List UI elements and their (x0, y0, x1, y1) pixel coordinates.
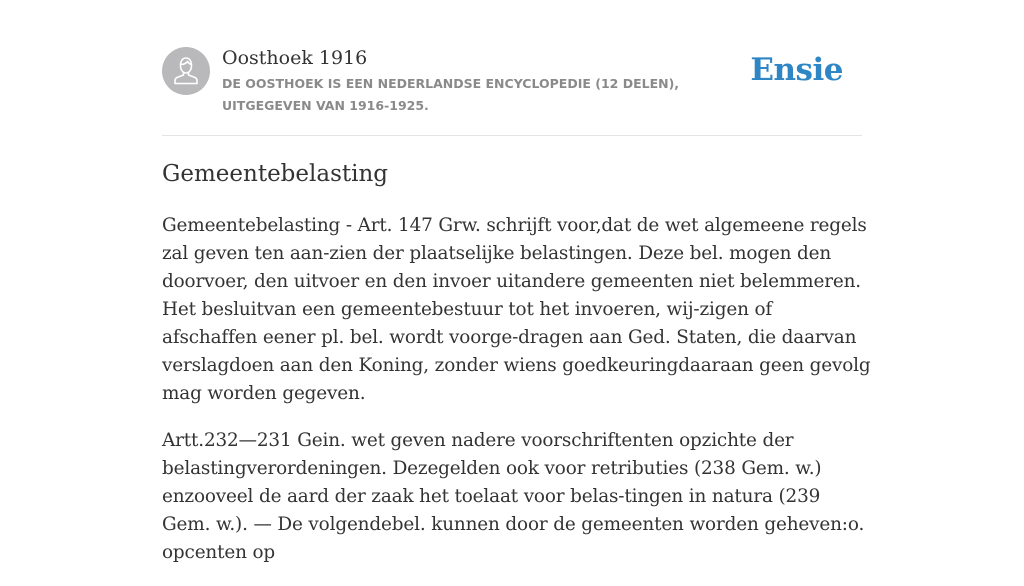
article-body (162, 212, 872, 586)
avatar[interactable] (162, 47, 210, 95)
article-paragraph: Gemeentebelasting - Art. 147 Grw. schrijft voor,dat de wet algemeene regels zal geven ten aan-zien der plaatselijke belastingen. Deze bel. mogen den doorvoer, den uitvoer en den invoer uitandere gemeenten niet belemmeren. Het besluitvan een gemeentebestuur tot het invoeren, wij-zigen of afschaffen eener pl. bel. wordt voorge-dragen aan Ged. Staten, die daarvan verslagdoen aan den Koning, zonder wiens goedkeuringdaaraan geen gevolg mag worden gegeven. (162, 215, 871, 404)
source-header (162, 46, 862, 116)
user-silhouette-icon (162, 47, 210, 95)
article-paragraph: Artt.232—231 Gein. wet geven nadere voorschriftenten opzichte der belastingverordeningen. Dezegelden ook voor retributies (238 Gem. w.) enzooveel de aard der zaak het toelaat voor belas-tingen in natura (239 Gem. w.). — De volgendebel. kunnen door de gemeenten worden geheven:o. opcenten op (162, 430, 865, 563)
source-description: DE OOSTHOEK IS EEN NEDERLANDSE ENCYCLOPEDIE (12 DELEN), UITGEGEVEN VAN 1916-1925. (222, 76, 680, 113)
source-name[interactable]: Oosthoek 1916 (222, 47, 368, 69)
brand-logo[interactable]: Ensie (750, 52, 843, 88)
article-title: Gemeentebelasting (162, 161, 389, 187)
header-divider (162, 135, 862, 136)
